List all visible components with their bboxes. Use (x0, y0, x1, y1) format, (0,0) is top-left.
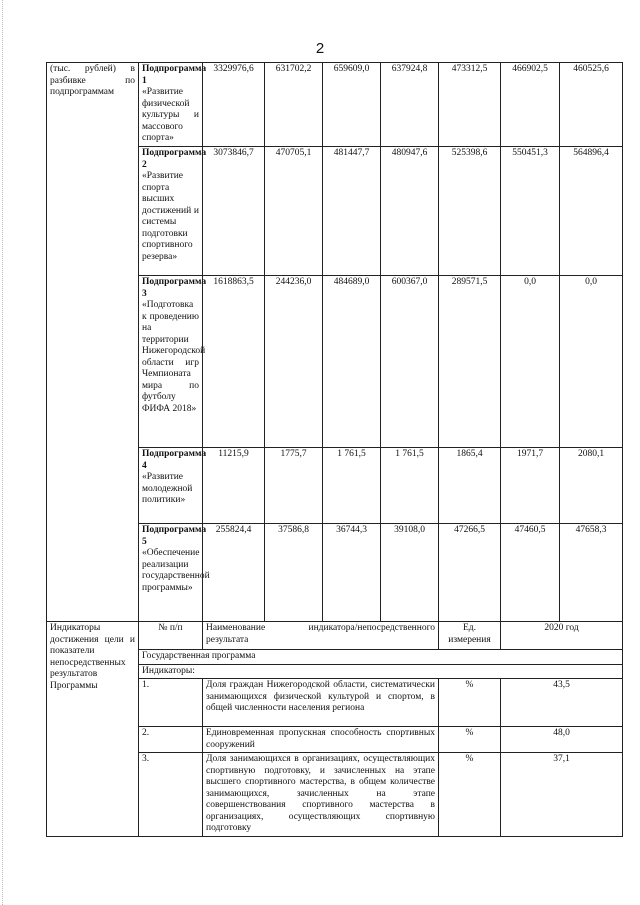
funding-value: 36744,3 (323, 524, 381, 622)
subprogram-number: Подпрограмма 3 (142, 277, 207, 299)
funding-value: 550451,3 (501, 147, 560, 276)
funding-value: 466902,5 (501, 63, 560, 147)
funding-value: 1 761,5 (381, 448, 439, 524)
subprogram-name: «Развитие физической культуры и массового спорта» (142, 87, 199, 143)
funding-value: 470705,1 (265, 147, 323, 276)
indicator-value: 48,0 (501, 727, 623, 753)
funding-value: 0,0 (560, 276, 623, 448)
funding-value: 637924,8 (381, 63, 439, 147)
subprogram-number: Подпрограмма 2 (142, 148, 207, 170)
subprogram-number: Подпрограмма 1 (142, 64, 207, 86)
funding-value: 659609,0 (323, 63, 381, 147)
funding-value: 1618863,5 (203, 276, 265, 448)
subprogram-cell (139, 448, 207, 524)
funding-value: 244236,0 (265, 276, 323, 448)
funding-value: 600367,0 (381, 276, 439, 448)
funding-value: 1865,4 (439, 448, 501, 524)
funding-row-label: (тыс. рублей) в разбивке по подпрограммам (47, 63, 139, 622)
indicator-header-row (47, 622, 623, 650)
subprogram-cell (139, 276, 207, 448)
funding-value: 473312,5 (439, 63, 501, 147)
funding-value: 39108,0 (381, 524, 439, 622)
indicator-unit: % (439, 679, 501, 727)
indicator-subsection-title: Индикаторы: (139, 664, 623, 679)
indicator-num: 2. (139, 727, 203, 753)
subprogram-name: «Обеспечение реализации государственной программы» (142, 548, 210, 593)
indicator-header-num: № п/п (139, 622, 203, 650)
indicator-num: 3. (139, 753, 203, 837)
indicator-value: 43,5 (501, 679, 623, 727)
funding-value: 47658,3 (560, 524, 623, 622)
subprogram-name: «Развитие спорта высших достижений и системы подготовки спортивного резерва» (142, 171, 199, 262)
page-number: 2 (315, 40, 325, 57)
subprogram-name: «Подготовка к проведению на территории Нижегородской области игр Чемпионата мира по футболу ФИФА 2018» (142, 300, 206, 414)
funding-value: 481447,7 (323, 147, 381, 276)
funding-value: 1 761,5 (323, 448, 381, 524)
subprogram-name: «Развитие молодежной политики» (142, 472, 193, 505)
funding-value: 525398,6 (439, 147, 501, 276)
funding-value: 47266,5 (439, 524, 501, 622)
indicator-value: 37,1 (501, 753, 623, 837)
funding-value: 47460,5 (501, 524, 560, 622)
indicator-header-name: Наименование индикатора/непосредственного результата (203, 622, 439, 650)
indicator-header-unit: Ед. измерения (439, 622, 501, 650)
indicator-num: 1. (139, 679, 203, 727)
funding-value: 289571,5 (439, 276, 501, 448)
scan-edge (2, 0, 3, 905)
funding-value: 3073846,7 (203, 147, 265, 276)
indicator-name: Доля занимающихся в организациях, осуществляющих спортивную подготовку, и зачисленных на этапе высшего спортивного мастерства, в общем количестве занимающихся, зачисленных на этапе совершенствования спортивного мастерства в организациях, осуществляющих спортивную подготовку (203, 753, 439, 837)
indicator-header-year: 2020 год (501, 622, 623, 650)
subprogram-number: Подпрограмма 5 (142, 525, 207, 547)
funding-row (47, 63, 623, 147)
subprogram-cell (139, 63, 207, 147)
indicator-name: Доля граждан Нижегородской области, систематически занимающихся физической культурой и спортом, в общей численности населения региона (203, 679, 439, 727)
funding-value: 564896,4 (560, 147, 623, 276)
funding-value: 37586,8 (265, 524, 323, 622)
funding-value: 3329976,6 (203, 63, 265, 147)
funding-value: 484689,0 (323, 276, 381, 448)
indicators-row-label: Индикаторы достижения цели и показатели непосредственных результатов Программы (47, 622, 139, 837)
funding-value: 631702,2 (265, 63, 323, 147)
indicator-unit: % (439, 753, 501, 837)
funding-value: 255824,4 (203, 524, 265, 622)
indicator-section-title: Государственная программа (139, 650, 623, 665)
indicator-unit: % (439, 727, 501, 753)
funding-value: 11215,9 (203, 448, 265, 524)
funding-value: 2080,1 (560, 448, 623, 524)
program-table (46, 62, 623, 837)
funding-value: 480947,6 (381, 147, 439, 276)
funding-value: 0,0 (501, 276, 560, 448)
funding-value: 1775,7 (265, 448, 323, 524)
funding-value: 460525,6 (560, 63, 623, 147)
subprogram-number: Подпрограмма 4 (142, 449, 207, 471)
subprogram-cell (139, 147, 207, 276)
funding-value: 1971,7 (501, 448, 560, 524)
indicator-name: Единовременная пропускная способность спортивных сооружений (203, 727, 439, 753)
subprogram-cell (139, 524, 210, 622)
